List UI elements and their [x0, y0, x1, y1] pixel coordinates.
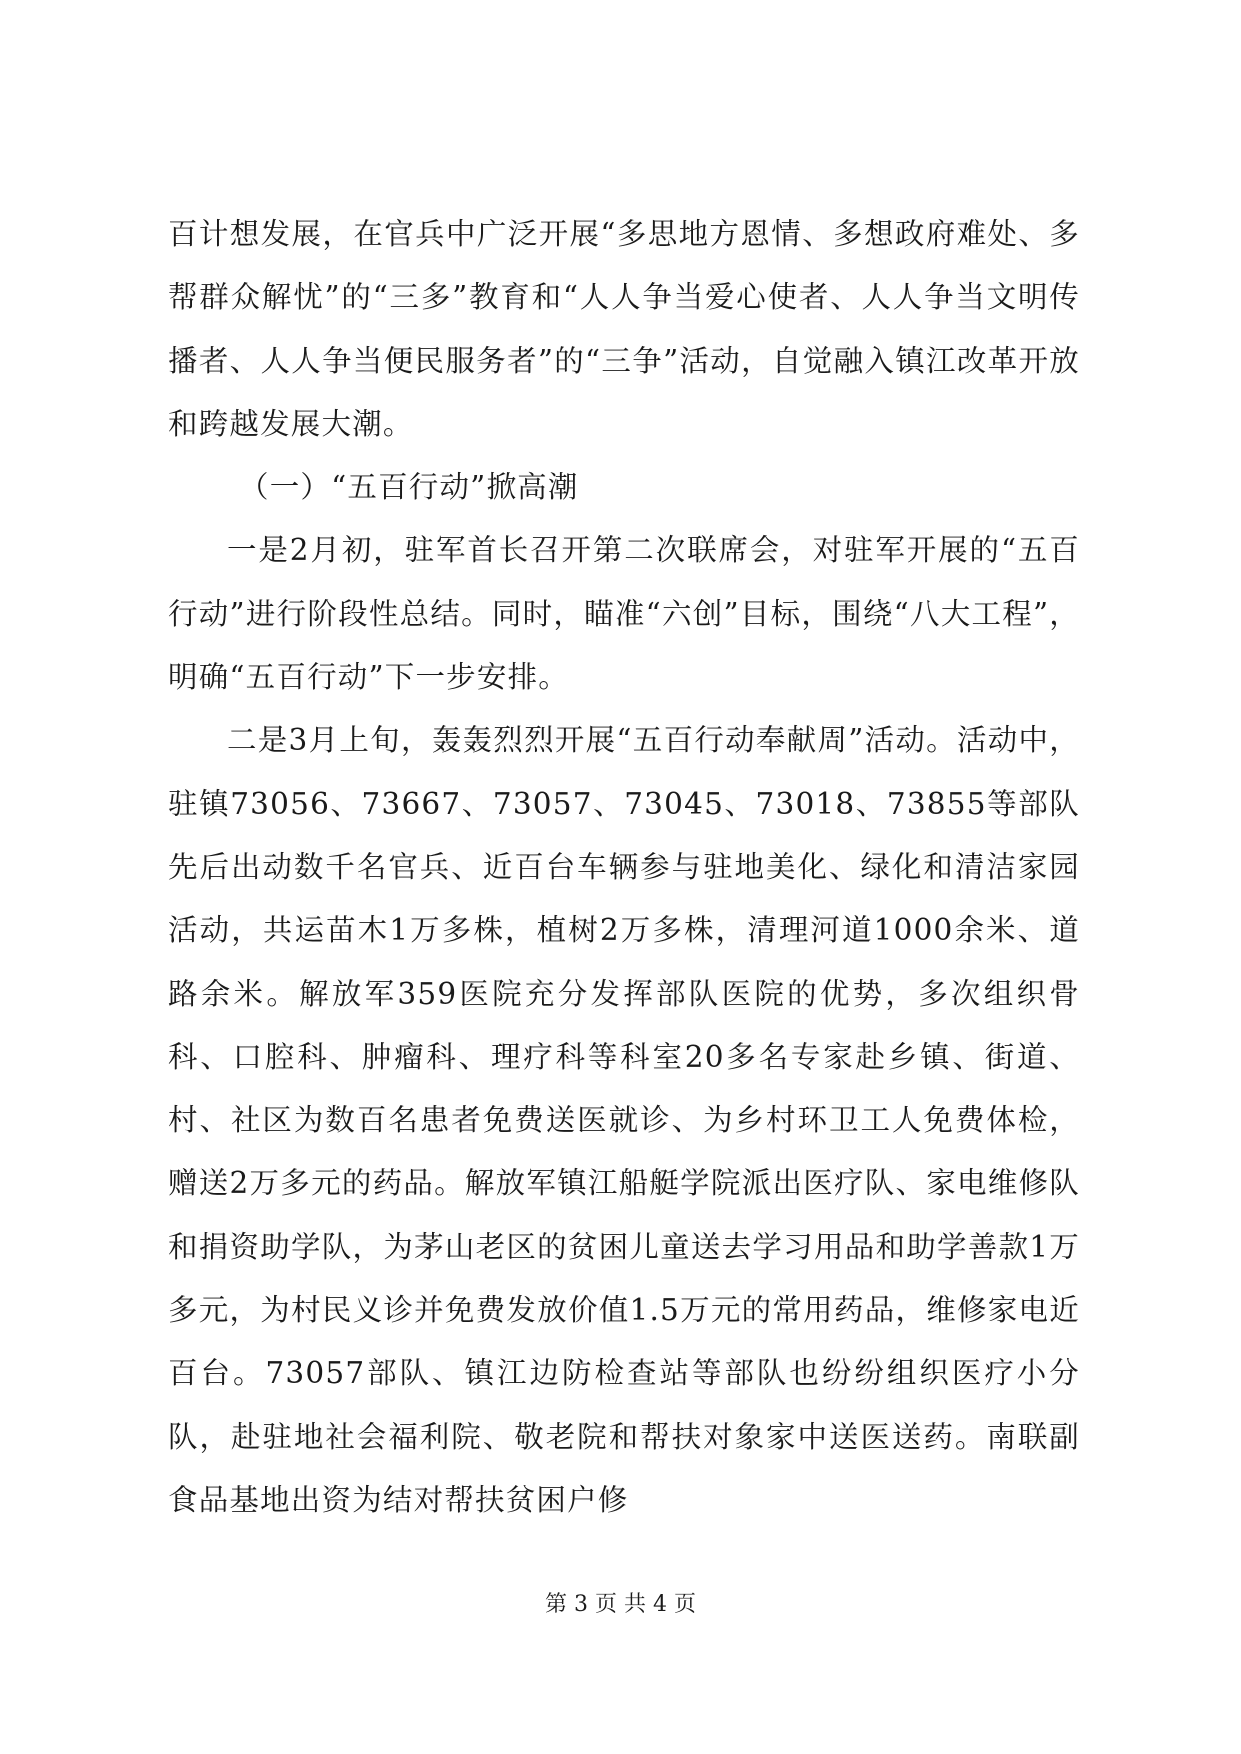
- paragraph-item-one: 一是2月初，驻军首长召开第二次联席会，对驻军开展的“五百行动”进行阶段性总结。同时，瞄准“六创”目标，围绕“八大工程”，明确“五百行动”下一步安排。: [168, 533, 1080, 695]
- page-footer: 第 3 页 共 4 页: [545, 1592, 696, 1617]
- section-heading: （一）“五百行动”掀高潮: [239, 470, 579, 505]
- paragraph-continuation: 百计想发展，在官兵中广泛开展“多思地方恩情、多想政府难处、多帮群众解忧”的“三多”教育和“人人争当爱心使者、人人争当文明传播者、人人争当便民服务者”的“三争”活动，自觉融入镇江改革开放和跨越发展大潮。: [168, 217, 1080, 441]
- document-body: [168, 203, 1080, 1532]
- paragraph-item-two: 二是3月上旬，轰轰烈烈开展“五百行动奉献周”活动。活动中，驻镇73056、73667、73057、73045、73018、73855等部队先后出动数千名官兵、近百台车辆参与驻地美化、绿化和清洁家园活动，共运苗木1万多株，植树2万多株，清理河道1000余米、道路余米。解放军359医院充分发挥部队医院的优势，多次组织骨科、口腔科、肿瘤科、理疗科等科室20多名专家赴乡镇、街道、村、社区为数百名患者免费送医就诊、为乡村环卫工人免费体检，赠送2万多元的药品。解放军镇江船艇学院派出医疗队、家电维修队和捐资助学队，为茅山老区的贫困儿童送去学习用品和助学善款1万多元，为村民义诊并免费发放价值1.5万元的常用药品，维修家电近百台。73057部队、镇江边防检查站等部队也纷纷组织医疗小分队，赴驻地社会福利院、敬老院和帮扶对象家中送医送药。南联副食品基地出资为结对帮扶贫困户修: [168, 723, 1080, 1517]
